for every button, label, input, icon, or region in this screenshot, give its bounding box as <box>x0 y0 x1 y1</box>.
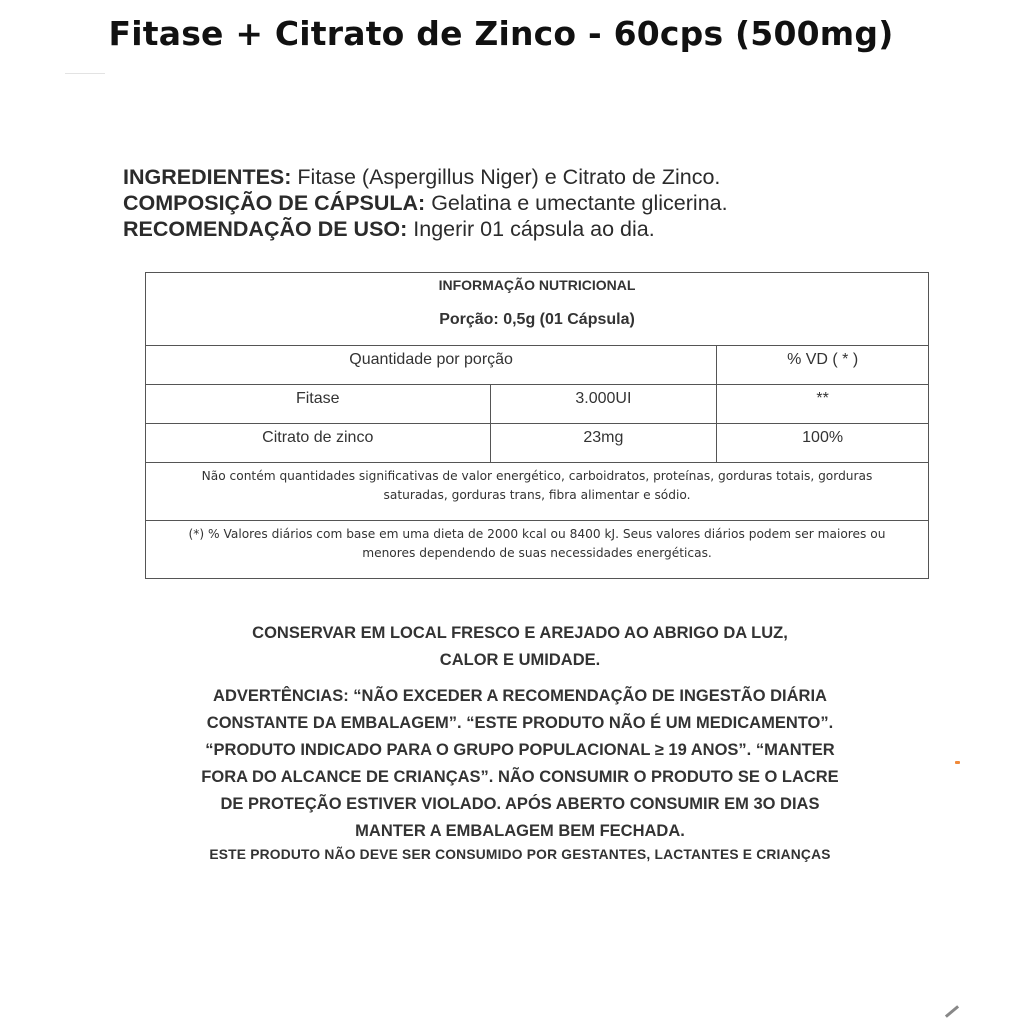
nutrient-amount: 3.000UI <box>490 385 717 424</box>
nutrition-header-cell <box>146 273 929 346</box>
decorative-divider <box>65 73 105 74</box>
nutrition-header-row <box>146 273 929 346</box>
warning-line: CONSTANTE DA EMBALAGEM”. “ESTE PRODUTO NÃO É UM MEDICAMENTO”. <box>206 714 834 732</box>
capsule-value: Gelatina e umectante glicerina. <box>425 191 728 215</box>
column-header-quantity: Quantidade por porção <box>146 346 717 385</box>
table-row <box>146 424 929 463</box>
pregnancy-warning: ESTE PRODUTO NÃO DEVE SER CONSUMIDO POR GESTANTES, LACTANTES E CRIANÇAS <box>209 847 831 862</box>
nutrition-footnote-row <box>146 521 929 579</box>
storage-instructions <box>0 620 1024 674</box>
warnings-block <box>0 683 1024 845</box>
ingredients-line <box>123 164 728 190</box>
ingredients-value: Fitase (Aspergillus Niger) e Citrato de Zinco. <box>291 165 721 189</box>
ingredients-label: INGREDIENTES: <box>123 165 292 189</box>
table-row <box>146 385 929 424</box>
product-specs <box>123 164 728 242</box>
nutrient-name: Citrato de zinco <box>146 424 491 463</box>
column-header-vd: % VD ( * ) <box>717 346 929 385</box>
warning-line: MANTER A EMBALAGEM BEM FECHADA. <box>355 822 685 840</box>
usage-label: RECOMENDAÇÃO DE USO: <box>123 217 408 241</box>
corner-mark <box>945 1005 959 1018</box>
nutrition-note-insignificant: Não contém quantidades significativas de valor energético, carboidratos, proteínas, gorduras totais, gorduras saturadas, gorduras trans, fibra alimentar e sódio. <box>146 463 929 521</box>
decorative-dot <box>955 761 960 764</box>
nutrient-amount: 23mg <box>490 424 717 463</box>
warning-line: ADVERTÊNCIAS: “NÃO EXCEDER A RECOMENDAÇÃO DE INGESTÃO DIÁRIA <box>213 687 827 705</box>
capsule-label: COMPOSIÇÃO DE CÁPSULA: <box>123 191 426 215</box>
nutrient-vd: ** <box>717 385 929 424</box>
nutrient-name: Fitase <box>146 385 491 424</box>
nutrition-portion: Porção: 0,5g (01 Cápsula) <box>439 311 635 328</box>
capsule-composition-line <box>123 190 728 216</box>
nutrition-footnote-daily-values: (*) % Valores diários com base em uma dieta de 2000 kcal ou 8400 kJ. Seus valores diários podem ser maiores ou menores dependendo de suas necessidades energéticas. <box>146 521 929 579</box>
warning-line: FORA DO ALCANCE DE CRIANÇAS”. NÃO CONSUMIR O PRODUTO SE O LACRE <box>201 768 839 786</box>
storage-line: CALOR E UMIDADE. <box>439 651 601 669</box>
nutrient-vd: 100% <box>717 424 929 463</box>
usage-recommendation-line <box>123 216 728 242</box>
warning-line: DE PROTEÇÃO ESTIVER VIOLADO. APÓS ABERTO CONSUMIR EM 3O DIAS <box>220 795 820 813</box>
nutrition-note-row <box>146 463 929 521</box>
usage-value: Ingerir 01 cápsula ao dia. <box>407 217 655 241</box>
warning-line: “PRODUTO INDICADO PARA O GRUPO POPULACIONAL ≥ 19 ANOS”. “MANTER <box>205 741 835 759</box>
nutrition-columns-row <box>146 346 929 385</box>
storage-line: CONSERVAR EM LOCAL FRESCO E AREJADO AO ABRIGO DA LUZ, <box>252 624 788 642</box>
page-title: Fitase + Citrato de Zinco - 60cps (500mg) <box>108 14 894 53</box>
nutrition-table <box>145 272 929 579</box>
nutrition-title: INFORMAÇÃO NUTRICIONAL <box>438 277 636 293</box>
